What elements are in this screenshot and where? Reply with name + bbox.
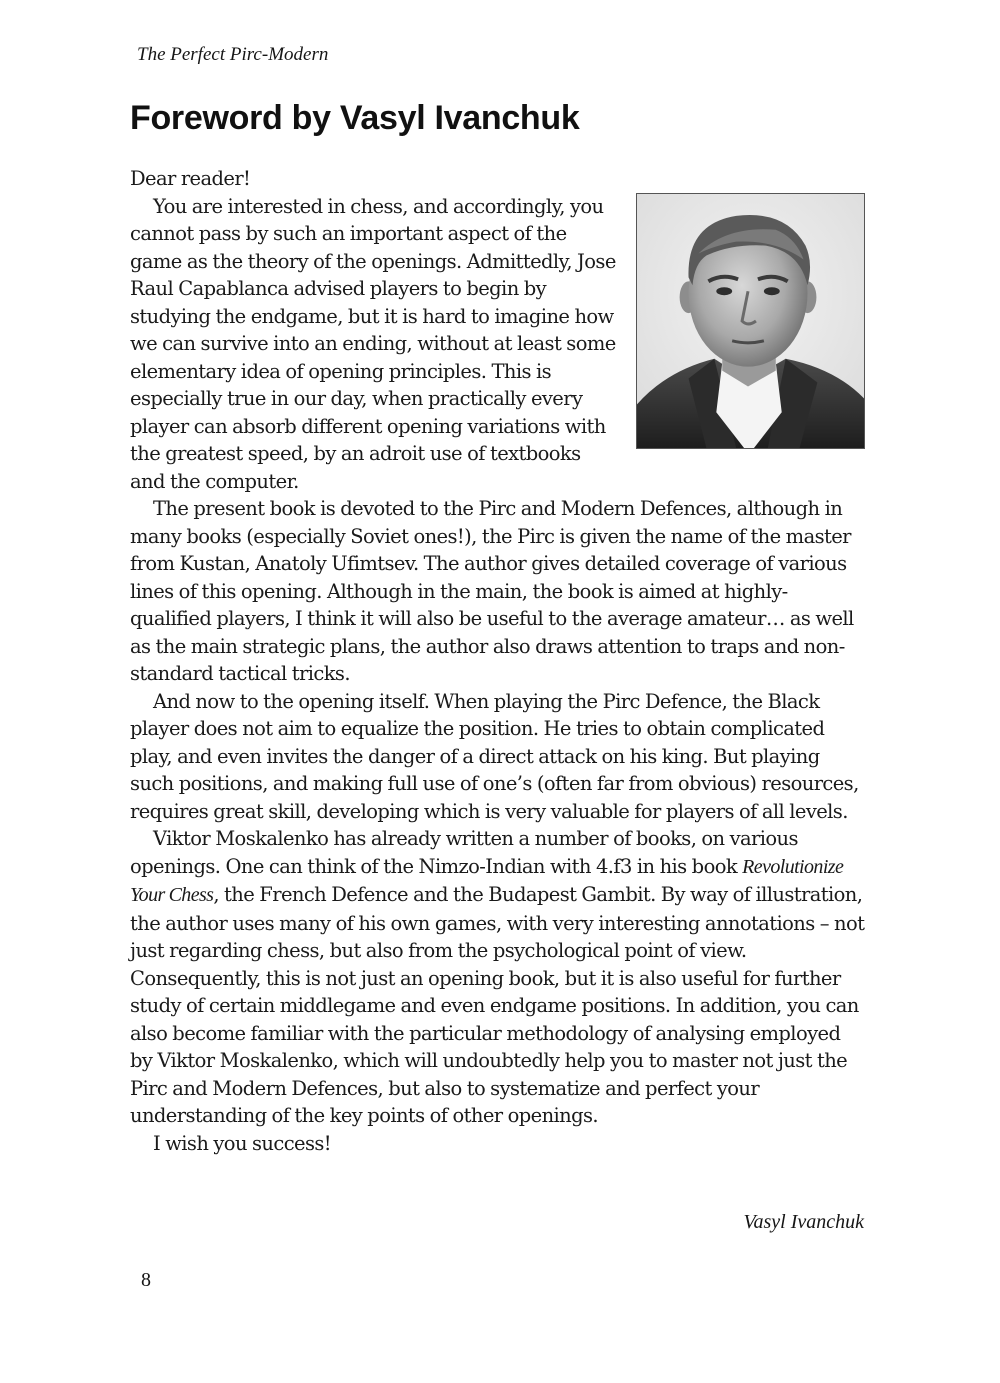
portrait-image (637, 194, 864, 448)
running-head: The Perfect Pirc-Modern (137, 44, 329, 65)
page-title: Foreword by Vasyl Ivanchuk (130, 99, 580, 137)
paragraph-1: You are interested in chess, and accordingly, you cannot pass by such an important aspect of the game as the theory of the openings. Admittedly, Jose Raul Capablanca advised players to begin by studying the endgame, but it is hard to imagine how we can survive into an ending, without at least some elementary idea of opening principles. This is especially true in our day, when practically every player can absorb different opening variations with the greatest speed, by an adroit use of textbooks and the computer. (130, 194, 616, 493)
author-portrait-photo (636, 193, 865, 449)
paragraph-5: I wish you success! (153, 1131, 332, 1155)
paragraph-4-text-a: Viktor Moskalenko has already written a number of books, on various openings. One can think of the Nimzo-Indian with 4.f3 in his book (130, 827, 798, 878)
book-title: Revolutionize Your Chess (130, 855, 844, 906)
paragraph-4-text-b: , the French Defence and the Budapest Gambit. By way of illustration, the author uses many of his own games, with very interesting annotations – not just regarding chess, but also from the psychological point of view. Consequently, this is not just an opening book, but it is also useful for further study of certain middlegame and even endgame positions. In addition, you can also become familiar with the particular methodology of analysing employed by Viktor Moskalenko, which will undoubtedly help you to master not just the Pirc and Modern Defences, but also to systematize and perfect your understanding of the key points of other openings. (130, 883, 865, 1127)
paragraph-3: And now to the opening itself. When playing the Pirc Defence, the Black player does not aim to equalize the position. He tries to obtain complicated play, and even invites the danger of a direct attack on his king. But playing such positions, and making full use of one’s (often far from obvious) resources, requires great skill, developing which is very valuable for players of all levels. (130, 689, 859, 823)
paragraph-4 (130, 825, 865, 1130)
page-number: 8 (141, 1269, 151, 1291)
signature: Vasyl Ivanchuk (743, 1211, 864, 1233)
paragraph-2: The present book is devoted to the Pirc and Modern Defences, although in many books (especially Soviet ones!), the Pirc is given the name of the master from Kustan, Anatoly Ufimtsev. The author gives detailed coverage of various lines of this opening. Although in the main, the book is aimed at highly-qualified players, I think it will also be useful to the average amateur… as well as the main strategic plans, the author also draws attention to traps and non-standard tactical tricks. (130, 497, 854, 685)
greeting: Dear reader! (130, 167, 251, 190)
foreword-body (130, 165, 865, 1157)
